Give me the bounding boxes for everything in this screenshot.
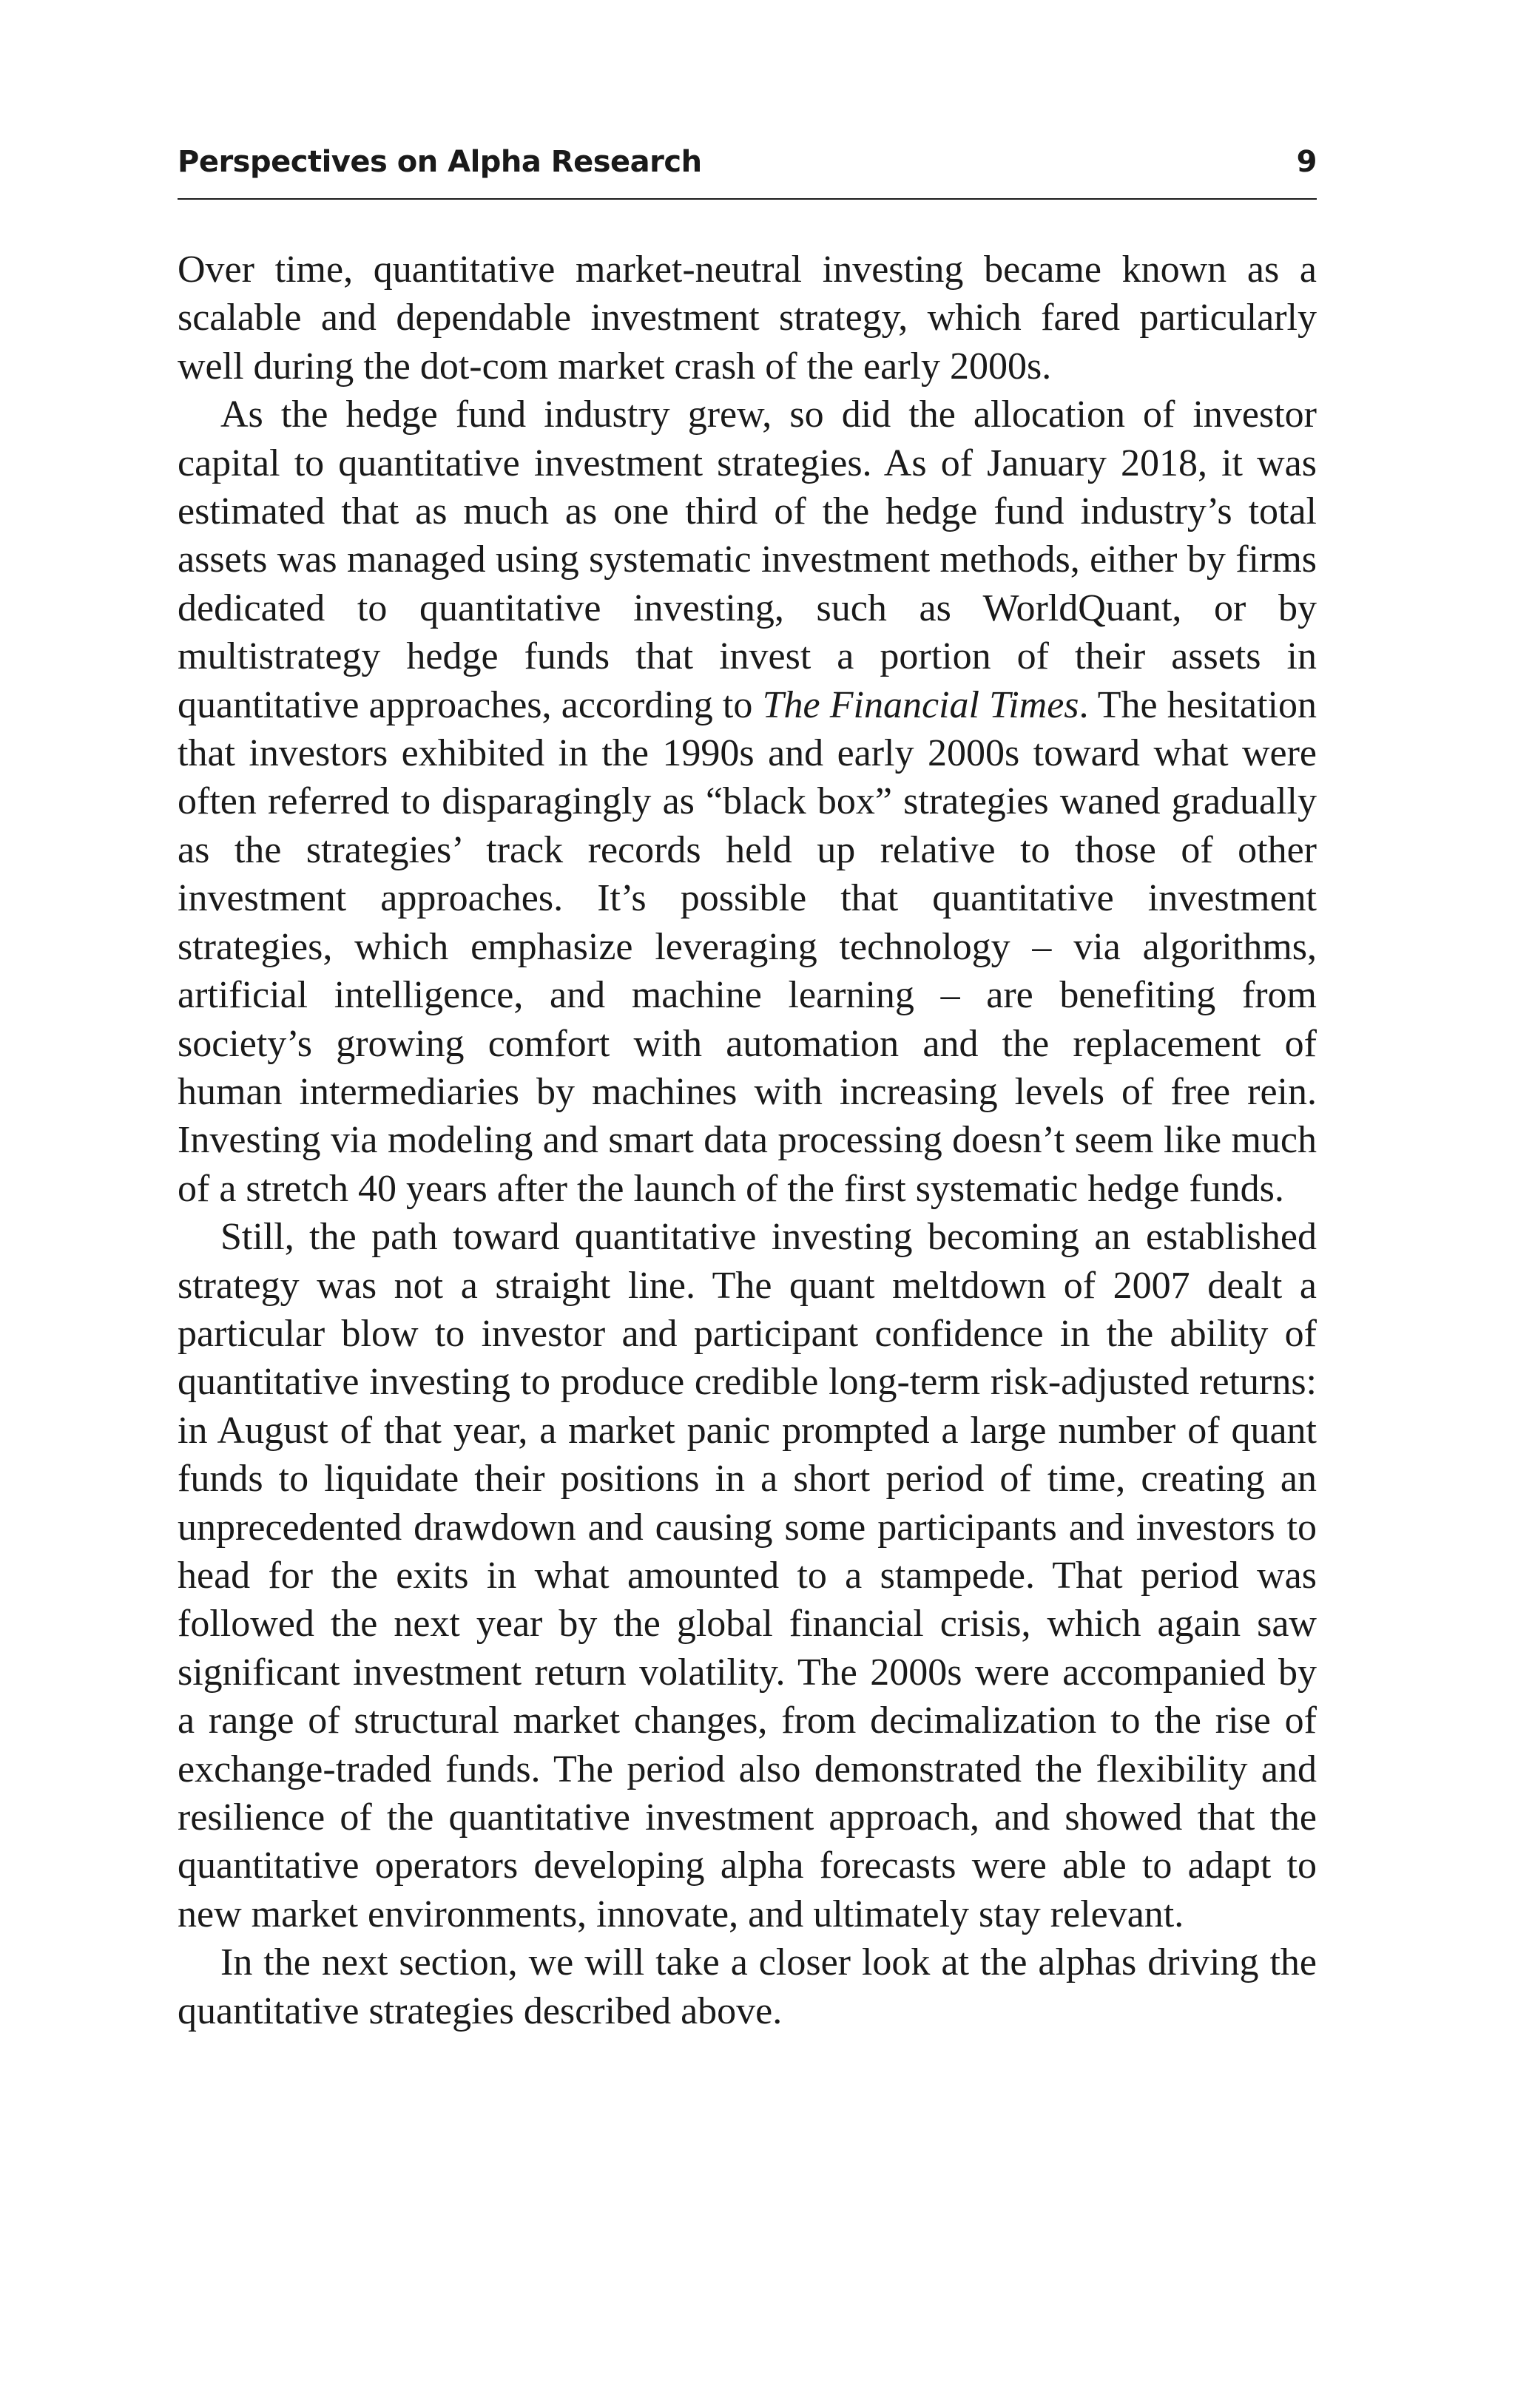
publication-title: The Financial Times [762,683,1079,726]
book-page [178,0,1317,2408]
paragraph-2-text-a: As the hedge fund industry grew, so did the allocation of investor capital to quantitative investment strategies. As of January 2018, it was estimated that as much as one third of the hedge fund industry’s total assets was managed using systematic investment methods, either by firms dedicated to quantitative investing, such as WorldQuant, or by multistrategy hedge funds that invest a portion of their assets in quantitative approaches, according to [178,393,1317,726]
paragraph-3: Still, the path toward quantitative investing becoming an established strategy was not a straight line. The quant meltdown of 2007 dealt a particular blow to investor and participant confidence in the ability of quantitative investing to produce credible long-term risk-adjusted returns: in August of that year, a market panic prompted a large number of quant funds to liquidate their positions in a short period of time, creating an unprecedented drawdown and causing some participants and investors to head for the exits in what amounted to a stampede. That period was followed the next year by the global financial crisis, which again saw significant investment return volatility. The 2000s were accompanied by a range of structural market changes, from decimalization to the rise of exchange-traded funds. The period also demonstrated the flexibility and resilience of the quantitative investment approach, and showed that the quantitative operators developing alpha forecasts were able to adapt to new market environments, innovate, and ultimately stay relevant. [178,1216,1317,1935]
page-number: 9 [1296,145,1317,179]
paragraph-2-text-b: . The hesitation that investors exhibited in the 1990s and early 2000s toward what were often referred to disparagingly as “black box” strategies waned gradually as the strategies’ track records held up relative to those of other investment approaches. It’s possible that quantitative investment strategies, which emphasize leveraging technology – via algorithms, artificial intelligence, and machine learning – are benefiting from society’s growing comfort with automation and the replacement of human intermediaries by machines with increasing levels of free rein. Investing via modeling and smart data processing doesn’t seem like much of a stretch 40 years after the launch of the first systematic hedge funds. [178,683,1317,1210]
running-header [178,145,1317,189]
header-rule [178,198,1317,200]
paragraph-4: In the next section, we will take a closer look at the alphas driving the quantitative strategies described above. [178,1941,1317,2032]
paragraph-1: Over time, quantitative market-neutral investing became known as a scalable and dependable investment strategy, which fared particularly well during the dot-com market crash of the early 2000s. [178,248,1317,388]
paragraph-2 [178,390,1317,1213]
body-text [178,246,1317,2035]
running-title: Perspectives on Alpha Research [178,145,702,179]
